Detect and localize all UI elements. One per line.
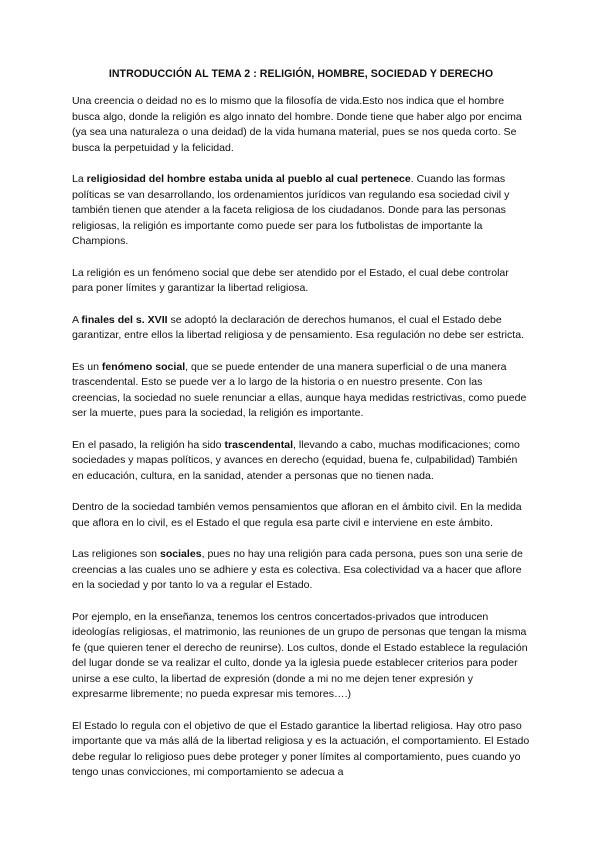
paragraph-bold-text: finales del s. XVII xyxy=(81,313,168,326)
paragraph-10 xyxy=(72,719,530,781)
paragraph-9 xyxy=(72,610,530,703)
paragraph-text: Dentro de la sociedad también vemos pensamientos que afloran en el ámbito civil. En la medida que aflora en lo civil, es el Estado el que regula esa parte civil e interviene en este ámbito. xyxy=(72,501,522,529)
paragraph-5 xyxy=(72,360,530,422)
paragraph-text-post: se adoptó la declaración de derechos humanos, el cual el Estado debe garantizar, entre ellos la libertad religiosa y de pensamiento. Esa regulación no debe ser estricta. xyxy=(72,313,525,341)
paragraph-text: Una creencia o deidad no es lo mismo que la filosofía de vida.Esto nos indica que el hombre busca algo, donde la religión es algo innato del hombre. Donde tiene que haber algo por encima (ya sea una naturaleza o una deidad) de la vida humana material, pues se nos queda corto. Se busca la perpetuidad y la felicidad. xyxy=(72,95,522,154)
paragraph-text-pre: Es un xyxy=(72,360,102,373)
document-title: INTRODUCCIÓN AL TEMA 2 : RELIGIÓN, HOMBRE, SOCIEDAD Y DERECHO xyxy=(108,68,494,80)
document-page xyxy=(72,68,530,797)
paragraph-bold-text: religiosidad del hombre estaba unida al pueblo al cual pertenece xyxy=(86,173,411,185)
paragraph-2 xyxy=(72,172,530,250)
paragraph-1 xyxy=(72,94,530,156)
paragraph-text: El Estado lo regula con el objetivo de que el Estado garantice la libertad religiosa. Hay otro paso importante que va más allá de la libertad religiosa y es la actuación, el comportamiento. El Estado debe regular lo religioso pues debe proteger y poner límites al comportamiento, pues cuando yo tengo unas convicciones, mi comportamiento se adecua a xyxy=(72,719,530,778)
paragraph-text: La religión es un fenómeno social que debe ser atendido por el Estado, el cual debe controlar para poner límites y garantizar la libertad religiosa. xyxy=(72,266,509,294)
paragraph-text-post: , que se puede entender de una manera superficial o de una manera trascendental. Esto se puede ver a lo largo de la historia o en nuestro presente. Con las creencias, la sociedad no suele renunciar a ellas, aunque haya medidas restrictivas, como puede ser la muerte, pues para la sociedad, la religión es importante. xyxy=(72,360,527,419)
paragraph-text-post: , pues no hay una religión para cada persona, pues son una serie de creencias a las cuales uno se adhiere y esta es colectiva. Esa colectividad va a hacer que aflore en la sociedad y por tanto lo va a regular el Estado. xyxy=(72,548,523,591)
paragraph-text-pre: En el pasado, la religión ha sido xyxy=(72,438,225,451)
paragraph-3 xyxy=(72,266,530,297)
paragraph-4 xyxy=(72,313,530,344)
paragraph-bold-text: fenómeno social xyxy=(101,360,186,373)
paragraph-bold-text: trascendental xyxy=(224,438,294,451)
paragraph-text-pre: La xyxy=(72,173,87,185)
paragraph-text-pre: Las religiones son xyxy=(72,548,160,560)
paragraph-text: Por ejemplo, en la enseñanza, tenemos los centros concertados-privados que introducen ideologías religiosas, el matrimonio, las reuniones de un grupo de personas que tengan la misma fe (que quieren tener el derecho de reunirse). Los cultos, donde el Estado establece la regulación del lugar donde se va realizar el culto, donde ya la iglesia puede establecer criterios para poder unirse a ese culto, la libertad de expresión (donde a mi no me dejen tener expresión y expresarme libremente; no pueda expresar mis temores….) xyxy=(72,610,528,700)
paragraph-8 xyxy=(72,547,530,594)
paragraph-text-post: , llevando a cabo, muchas modificaciones; como sociedades y mapas políticos, y avances en derecho (equidad, buena fe, culpabilidad) También en educación, cultura, en la sanidad, atender a personas que no tienen nada. xyxy=(72,438,520,482)
paragraph-text-post: . Cuando las formas políticas se van desarrollando, los ordenamientos jurídicos van regulando esa sociedad civil y también tienen que atender a la faceta religiosa de los ciudadanos. Donde para las personas religiosas, la religión es importante como puede ser para los futbolistas de importante la Champions. xyxy=(72,173,510,247)
paragraph-7 xyxy=(72,500,530,531)
paragraph-bold-text: sociales xyxy=(159,548,202,560)
paragraph-text-pre: A xyxy=(72,313,82,326)
paragraph-6 xyxy=(72,438,530,485)
